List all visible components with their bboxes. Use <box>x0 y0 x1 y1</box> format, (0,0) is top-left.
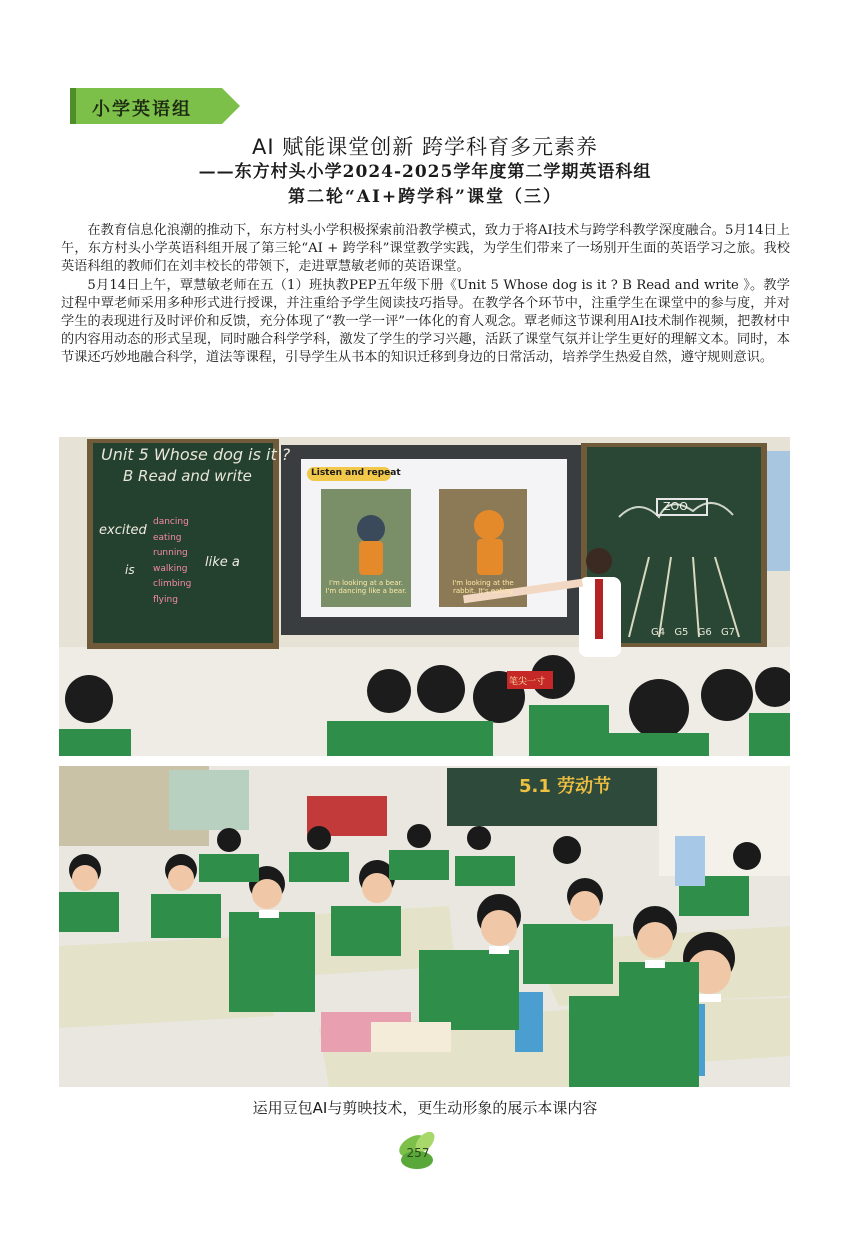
gate-number: G6 <box>697 627 712 638</box>
board-title: Unit 5 Whose dog is it ? <box>101 445 291 464</box>
board-word-excited: excited <box>99 523 147 538</box>
board-holiday-text: 5.1 劳动节 <box>519 776 612 797</box>
page-title: AI 赋能课堂创新 跨学科育多元素养 <box>252 135 598 159</box>
page-subtitle: ——东方村头小学2024-2025学年度第二学期英语科组 <box>198 162 652 182</box>
board-word-is: is <box>125 563 135 577</box>
screen-caption-left: I'm looking at a bear. I'm dancing like a bear. <box>325 579 407 595</box>
photo-caption: 运用豆包AI与剪映技术，更生动形象的展示本课内容 <box>252 1099 598 1117</box>
board-verb-list <box>153 515 191 608</box>
board-gate-numbers <box>651 627 735 638</box>
desk-banner: 笔尖一寸 <box>509 677 546 687</box>
board-zoo-label: ZOO <box>663 500 688 513</box>
board-verb: walking <box>153 563 188 574</box>
board-verb: climbing <box>153 579 192 589</box>
article-body <box>61 222 790 368</box>
paragraph-2: 5月14日上午，覃慧敏老师在五（1）班执教PEP五年级下册《Unit 5 Whose dog is it ? B Read and write 》。教学过程中覃老师采用多种形式进行授课，并注重给予学生阅读技巧指导。在教学各个环节中，注重学生在课堂中的参与度，并对学生的表现进行及时评价和反馈，充分体现了“教一学一评”一体化的育人观念。覃老师这节课利用AI技术制作视频，把教材中的内容用动态的形式呈现，同时融合科学学科，激发了学生的学习兴趣，活跃了课堂气氛并让学生更好的理解文本。同时，本节课还巧妙地融合科学，道法等课程，引导学生从书本的知识迁移到身边的日常活动，培养学生热爱自然，遵守规则意识。 <box>61 277 790 366</box>
page-number-text: 257 <box>406 1146 430 1160</box>
classroom-photo-2 <box>59 766 790 1087</box>
board-verb: flying <box>153 594 178 605</box>
section-tag <box>70 88 240 124</box>
page-number <box>393 1122 443 1172</box>
classroom-photo-1 <box>59 437 790 756</box>
board-subtitle: B Read and write <box>123 467 252 485</box>
gate-number: G4 <box>651 627 666 638</box>
screen-label: Listen and repeat <box>311 468 401 478</box>
board-verb: running <box>153 548 188 558</box>
board-verb: eating <box>153 532 182 543</box>
gate-number: G7 <box>720 627 736 638</box>
paragraph-1: 在教育信息化浪潮的推动下，东方村头小学积极探索前沿教学模式，致力于将AI技术与跨学科教学深度融合。5月14日上午，东方村头小学英语科组开展了第三轮“AI + 跨学科”课堂教学实践，为学生们带来了一场别开生面的英语学习之旅。我校英语科组的教师们在刘丰校长的带领下，走进覃慧敏老师的英语课堂。 <box>61 223 790 275</box>
board-verb: dancing <box>153 517 189 527</box>
gate-number: G5 <box>674 627 689 638</box>
board-word-like-a: like a <box>205 555 240 570</box>
page-subtitle-2: 第二轮“AI+跨学科”课堂（三） <box>288 187 562 207</box>
section-tag-label: 小学英语组 <box>92 99 192 120</box>
screen-caption-right: I'm looking at the rabbit. It's eating <box>452 579 514 595</box>
